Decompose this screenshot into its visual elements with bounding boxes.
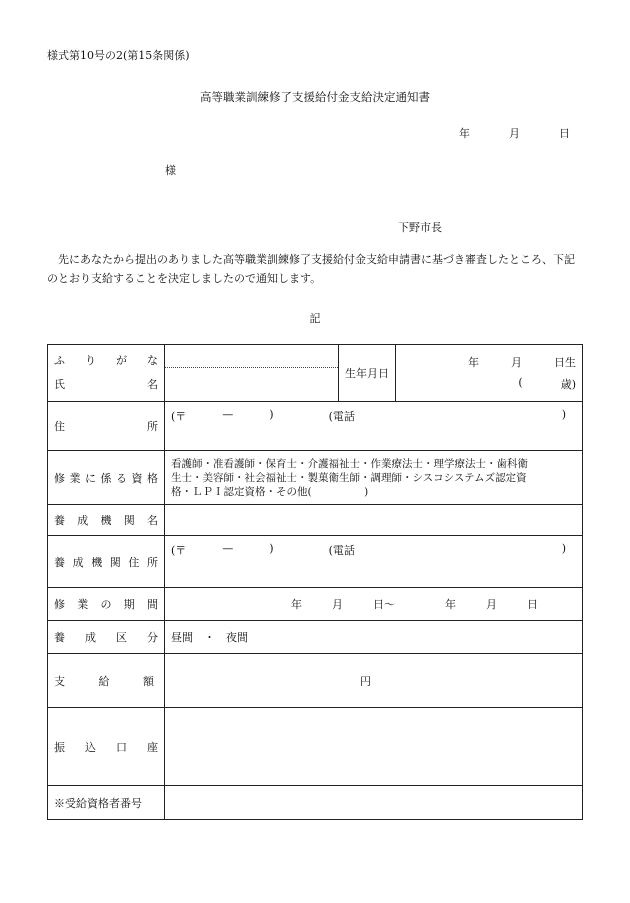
table-row bbox=[48, 536, 583, 588]
ki-heading: 記 bbox=[309, 312, 321, 325]
recipient-number-field[interactable] bbox=[165, 786, 583, 820]
form-id: 様式第10号の2(第15条関係) bbox=[47, 49, 190, 62]
document-title: 高等職業訓練修了支援給付金支給決定通知書 bbox=[200, 90, 430, 104]
date-line bbox=[459, 125, 570, 141]
furigana-label: ふ り が な bbox=[54, 354, 158, 367]
info-table bbox=[47, 344, 583, 820]
furigana-field[interactable] bbox=[165, 345, 338, 368]
account-field[interactable] bbox=[165, 708, 583, 786]
facility-address-field[interactable]: (〒 — ) (電話 ) bbox=[165, 536, 583, 588]
date-month: 月 bbox=[509, 127, 520, 140]
qualification-label: 修 業 に 係 る 資 格 bbox=[48, 451, 165, 505]
issuer: 下野市長 bbox=[398, 221, 442, 234]
table-row bbox=[48, 588, 583, 621]
facility-name-label: 養 成 機 関 名 bbox=[48, 505, 165, 536]
table-row bbox=[48, 654, 583, 708]
table-row bbox=[48, 505, 583, 536]
period-label: 修 業 の 期 間 bbox=[48, 588, 165, 621]
recipient-suffix: 様 bbox=[165, 164, 176, 177]
qualification-options[interactable]: 看護師・准看護師・保育士・介護福祉士・作業療法士・理学療法士・歯科衛 生士・美容師・社会福祉士・製菓衛生師・調理師・シスコシステムズ認定資 格・ＬＰＩ認定資格・その他( ) bbox=[165, 451, 583, 505]
body-text: 先にあなたから提出のありました高等職業訓練修了支援給付金支給申請書に基づき審査したところ、下記のとおり支給することを決定しましたので通知します。 bbox=[47, 253, 575, 285]
name-field[interactable] bbox=[165, 368, 338, 401]
division-field[interactable]: 昼間 ・ 夜間 bbox=[165, 621, 583, 654]
address-label: 住 所 bbox=[48, 402, 165, 451]
table-row bbox=[48, 786, 583, 820]
date-day: 日 bbox=[559, 127, 570, 140]
account-label: 振 込 口 座 bbox=[48, 708, 165, 786]
table-row bbox=[48, 621, 583, 654]
amount-field[interactable]: 円 bbox=[165, 654, 583, 708]
amount-label: 支 給 額 bbox=[48, 654, 165, 708]
table-row bbox=[48, 708, 583, 786]
name-input-cell[interactable] bbox=[165, 345, 339, 402]
facility-name-field[interactable] bbox=[165, 505, 583, 536]
period-field[interactable]: 年 月 日〜 年 月 日 bbox=[165, 588, 583, 621]
division-label: 養 成 区 分 bbox=[48, 621, 165, 654]
address-field[interactable]: (〒 — ) (電話 ) bbox=[165, 402, 583, 451]
table-row bbox=[48, 451, 583, 505]
date-year: 年 bbox=[459, 127, 470, 140]
table-row bbox=[48, 402, 583, 451]
name-label: 氏 名 bbox=[54, 378, 158, 391]
table-row bbox=[48, 345, 583, 402]
birth-label: 生年月日 bbox=[339, 345, 396, 402]
facility-address-label: 養 成 機 関 住 所 bbox=[48, 536, 165, 588]
name-label-cell bbox=[48, 345, 165, 402]
birth-field[interactable]: 年 月 日生 ( 歳) bbox=[396, 345, 583, 402]
recipient-number-label: ※受給資格者番号 bbox=[48, 786, 165, 820]
